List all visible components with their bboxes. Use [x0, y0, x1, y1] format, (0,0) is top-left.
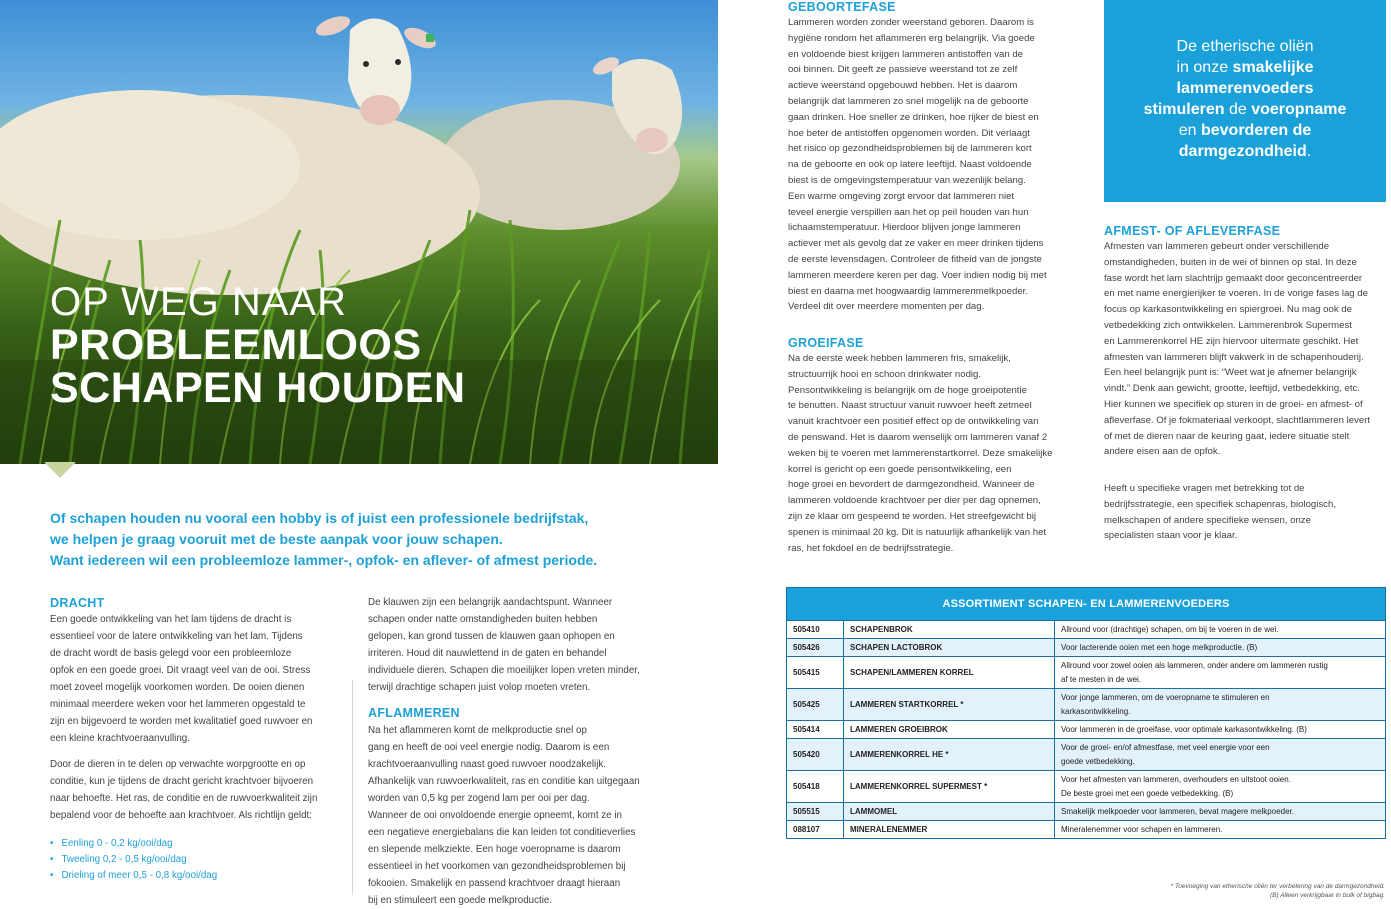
groeifase-paragraph: [788, 351, 1052, 556]
product-table: [786, 587, 1386, 839]
table-row: [787, 689, 1386, 721]
text-line: irriteren. Houd dit nauwlettend in de gaten en behandel: [368, 648, 607, 659]
text-line: en Lammerenkorrel HE zijn hiervoor uitermate geschikt. Het: [1104, 335, 1359, 347]
text-line: een negatieve energiebalans die kan leiden tot conditieverlies: [368, 827, 636, 838]
text-line: Na het aflammeren komt de melkproductie snel op: [368, 725, 587, 736]
product-description: [1055, 689, 1386, 721]
text-line: actiever met als gevolg dat ze vaker en meer drinken tijdens: [788, 238, 1044, 250]
quote-line: [1104, 141, 1386, 162]
quote-emphasis: bevorderen de: [1200, 122, 1312, 139]
text-line: gang en heeft de ooi veel energie nodig. Daarom is een: [368, 742, 610, 753]
text-line: Hier kunnen we specifiek op sturen in de groei- en afmest- of: [1104, 398, 1363, 410]
quote-fragment: .: [1306, 143, 1312, 160]
text-line: opfok en een goede groei. Dit vraagt veel van de ooi. Stress: [50, 665, 311, 676]
description-line: Voor de groei- en/of afmestfase, met veel energie voor een: [1061, 742, 1270, 752]
product-code: 088107: [787, 821, 844, 839]
text-line: en met name energierijker te voeren. In de vorige fases lag de: [1104, 288, 1368, 300]
product-name: LAMMEREN GROEIBROK: [844, 721, 1055, 739]
intro-line: Of schapen houden nu vooral een hobby is of juist een professionele bedrijfstak,: [50, 510, 589, 526]
hero-image: [0, 0, 718, 464]
product-description: [1055, 739, 1386, 771]
description-line: Voor jonge lammeren, om de voeropname te stimuleren en: [1061, 692, 1270, 702]
quote-emphasis: voeropname: [1251, 101, 1347, 118]
product-name: SCHAPENBROK: [844, 621, 1055, 639]
heading-geboortefase: GEBOORTEFASE: [788, 0, 896, 14]
text-line: de penswand. Het is daarom wenselijk om lammeren vanaf 2: [788, 431, 1048, 443]
text-line: lichaamstemperatuur. Hierdoor blijven jonge lammeren: [788, 222, 1021, 234]
list-item: • Eenling 0 - 0,2 kg/ooi/dag: [50, 836, 217, 852]
text-line: krachtvoeraanvulling naast goed ruwvoer noodzakelijk.: [368, 759, 606, 770]
text-line: structuurrijk hooi en schoon drinkwater nodig.: [788, 368, 982, 380]
product-code: 505515: [787, 803, 844, 821]
description-line: Voor lacterende ooien met een hoge melkproductie. (B): [1061, 642, 1258, 652]
table-row: [787, 739, 1386, 771]
quote-line: De etherische oliën: [1176, 38, 1314, 55]
text-line: na de geboorte en ook op latere leeftijd. Naast voldoende: [788, 159, 1032, 171]
text-line: lammeren voldoende krachtvoer per dier per dag opnemen,: [788, 495, 1041, 507]
text-line: weken bij te voeren met lammerenstartkorrel. Deze smakelijke: [788, 447, 1053, 459]
text-line: actieve weerstand opgebouwd hebben. Het is daarom: [788, 80, 1018, 92]
product-name: LAMMERENKORREL SUPERMEST *: [844, 771, 1055, 803]
heading-dracht: DRACHT: [50, 596, 105, 610]
footnote: * Toevoeging van etherische oliën ter verbetering van de darmgezondheid.: [1170, 883, 1385, 890]
text-line: ooi binnen. Dit geeft ze passieve weerstand tot ze zelf: [788, 64, 1018, 76]
dracht-paragraph-2: [50, 756, 317, 824]
product-code: 505410: [787, 621, 844, 639]
text-line: afleverfase. Of je fokmateriaal verkoopt, slachtlammeren levert: [1104, 414, 1371, 426]
product-code: 505418: [787, 771, 844, 803]
text-line: Afmesten van lammeren gebeurt onder verschillende: [1104, 241, 1330, 252]
text-line: teveel energie verspillen aan het op peil houden van hun: [788, 206, 1029, 218]
text-line: lammeren meerdere keren per dag. Voer indien nodig bij met: [788, 269, 1047, 281]
product-code: 505414: [787, 721, 844, 739]
description-line: Smakelijk melkpoeder voor lammeren, bevat magere melkpoeder.: [1061, 806, 1294, 816]
text-line: Wanneer de ooi onvoldoende energie opneemt, komt ze in: [368, 810, 622, 821]
table-row: [787, 621, 1386, 639]
text-line: Pensontwikkeling is belangrijk om de hoge groeipotentie: [788, 384, 1027, 396]
text-line: biest en daarna met hoogwaardig lammerenmelkpoeder.: [788, 285, 1028, 297]
text-line: ras, het fokdoel en de bedrijfsstrategie.: [788, 542, 954, 554]
quote-line: [1104, 99, 1386, 120]
product-name: LAMMERENKORREL HE *: [844, 739, 1055, 771]
quote-emphasis: smakelijke: [1232, 59, 1314, 76]
quote-line: [1104, 57, 1386, 78]
table-row: [787, 771, 1386, 803]
list-item: • Tweeling 0,2 - 0,5 kg/ooi/dag: [50, 852, 217, 868]
text-line: Lammeren worden zonder weerstand geboren. Daarom is: [788, 17, 1034, 28]
product-name: SCHAPEN/LAMMEREN KORREL: [844, 657, 1055, 689]
product-description: [1055, 821, 1386, 839]
afmest-paragraph-2: [1104, 481, 1336, 544]
heading-afmestfase: AFMEST- OF AFLEVERFASE: [1104, 224, 1281, 238]
product-table-grid: [786, 620, 1386, 839]
text-line: bij en stimuleert een goede melkproductie.: [368, 895, 553, 906]
text-line: en slepende melkziekte. Een hoge voeropname is daarom: [368, 844, 621, 855]
text-line: zijn en bijgevoerd te worden met kwalitatief goed ruwvoer en: [50, 716, 313, 727]
quote-fragment: en: [1178, 122, 1201, 139]
quote-fragment: in onze: [1176, 59, 1233, 76]
text-line: hygiëne rondom het aflammeren erg belangrijk. Via goede: [788, 32, 1035, 44]
description-line: Allround voor (drachtige) schapen, om bij te voeren in de wei.: [1061, 624, 1279, 634]
text-line: andere eisen aan de opfok.: [1104, 446, 1221, 458]
table-title: ASSORTIMENT SCHAPEN- EN LAMMERENVOEDERS: [786, 587, 1386, 620]
description-line: goede vetbedekking.: [1061, 756, 1135, 766]
product-code: 505420: [787, 739, 844, 771]
text-line: biest is de omgevingstemperatuur van wezenlijk belang.: [788, 174, 1026, 186]
text-line: vindt.” Denk aan gewicht, grootte, leeftijd, vetbedekking, etc.: [1104, 383, 1360, 395]
text-line: schapen onder natte omstandigheden buiten hebben: [368, 614, 598, 625]
product-name: LAMMOMEL: [844, 803, 1055, 821]
text-line: conditie, kun je tijdens de dracht gericht krachtvoer bijvoeren: [50, 776, 314, 787]
text-line: te benutten. Naast structuur vanuit ruwvoer heeft zetmeel: [788, 400, 1032, 412]
table-row: [787, 657, 1386, 689]
text-line: essentieel voor de latere ontwikkeling van het lam. Tijdens: [50, 631, 303, 642]
text-line: fase wordt het lam slachtrijp gemaakt door geconcentreerder: [1104, 272, 1363, 284]
text-line: terwijl drachtige schapen juist volop moeten vreten.: [368, 682, 591, 693]
quote-emphasis: stimuleren: [1143, 101, 1225, 118]
text-line: worden van 0,5 kg per zogend lam per ooi per dag.: [368, 793, 590, 804]
hero-title-line-1: OP WEG NAAR: [50, 280, 347, 324]
product-name: MINERALENEMMER: [844, 821, 1055, 839]
text-line: een kleine krachtvoeraanvulling.: [50, 733, 190, 744]
product-description: [1055, 621, 1386, 639]
intro-line: Want iedereen wil een probleemloze lammer-, opfok- en aflever- of afmest periode.: [50, 552, 598, 568]
text-line: afmesten van lammeren blijft vakwerk in de schapenhouderij.: [1104, 351, 1364, 363]
description-line: Allround voor zowel ooien als lammeren, onder andere om lammeren rustig: [1061, 660, 1328, 670]
highlight-quote-box: [1104, 0, 1386, 202]
text-line: Heeft u specifieke vragen met betrekking tot de: [1104, 483, 1305, 494]
text-line: essentieel in het voorkomen van gezondheidsproblemen bij: [368, 861, 626, 872]
quote-fragment: de: [1224, 101, 1252, 118]
heading-groeifase: GROEIFASE: [788, 336, 864, 350]
text-line: hoge groei en bevordert de darmgezondheid. Wanneer de: [788, 479, 1035, 491]
text-line: spenen is minimaal 20 kg. Dit is natuurlijk afhankelijk van het: [788, 526, 1047, 538]
hero-title-line-2: PROBLEEMLOOS: [50, 321, 422, 369]
quote-emphasis: lammerenvoeders: [1176, 80, 1314, 97]
aflammeren-paragraph: [368, 722, 640, 909]
text-line: focus op karkasontwikkeling en spiergroei. Nu mag ook de: [1104, 304, 1352, 316]
footnote: (B) Alleen verkrijgbaar in bulk of bigbag.: [1269, 892, 1385, 899]
text-line: bepalend voor de behoefte aan krachtvoer. Als richtlijn geldt:: [50, 810, 312, 821]
text-line: gaan drinken. Hoe sneller ze drinken, hoe rijker de biest en: [788, 111, 1039, 123]
text-line: Een warme omgeving zorgt ervoor dat lammeren niet: [788, 190, 1015, 202]
product-description: [1055, 721, 1386, 739]
intro-text: [50, 508, 690, 571]
table-row: [787, 803, 1386, 821]
product-description: [1055, 771, 1386, 803]
description-line: Mineralenemmer voor schapen en lammeren.: [1061, 824, 1223, 834]
klauwen-paragraph: [368, 594, 640, 696]
text-line: specialisten staan voor je klaar.: [1104, 530, 1238, 542]
text-line: belangrijk dat lammeren zo snel mogelijk na de geboorte: [788, 95, 1029, 107]
product-description: [1055, 639, 1386, 657]
text-line: individuele dieren. Schapen die moeilijker lopen vreten minder,: [368, 665, 640, 676]
product-code: 505415: [787, 657, 844, 689]
text-line: naar behoefte. Het ras, de conditie en de ruwvoerkwaliteit zijn: [50, 793, 318, 804]
dracht-paragraph-1: [50, 611, 312, 747]
text-line: zijn ze klaar om gespeend te worden. Het streefgewicht bij: [788, 510, 1036, 522]
text-line: Verdeel dit over meerdere momenten per dag.: [788, 301, 985, 313]
table-row: [787, 721, 1386, 739]
feed-guideline-list: [50, 836, 217, 884]
afmest-paragraph-1: [1104, 239, 1370, 460]
heading-aflammeren: AFLAMMEREN: [368, 706, 460, 720]
quote-line: [1104, 78, 1386, 99]
text-line: gelopen, kan grond tussen de klauwen gaan ophopen en: [368, 631, 615, 642]
hero-notch: [44, 462, 76, 478]
description-line: Voor lammeren in de groeifase, voor optimale karkasontwikkeling. (B): [1061, 724, 1307, 734]
text-line: moet zoveel mogelijk voorkomen worden. De ooien dienen: [50, 682, 305, 693]
product-description: [1055, 803, 1386, 821]
intro-line: we helpen je graag vooruit met de beste aanpak voor jouw schapen.: [50, 531, 503, 547]
text-line: Een goede ontwikkeling van het lam tijdens de dracht is: [50, 614, 292, 625]
product-name: SCHAPEN LACTOBROK: [844, 639, 1055, 657]
text-line: de dracht wordt de basis gelegd voor een probleemloze: [50, 648, 292, 659]
description-line: De beste groei met een goede vetbedekking. (B): [1061, 788, 1234, 798]
quote-line: [1104, 120, 1386, 141]
text-line: vetbedekking zich ontwikkelen. Lammerenbrok Supermest: [1104, 319, 1352, 331]
geboortefase-paragraph: [788, 15, 1047, 315]
text-line: De klauwen zijn een belangrijk aandachtspunt. Wanneer: [368, 597, 613, 608]
text-line: Door de dieren in te delen op verwachte worpgrootte en op: [50, 759, 306, 770]
description-line: karkasontwikkeling.: [1061, 706, 1131, 716]
table-row: [787, 821, 1386, 839]
text-line: Afhankelijk van ruwvoerkwaliteit, ras en conditie kan uitgegaan: [368, 776, 640, 787]
table-row: [787, 639, 1386, 657]
list-item: • Drieling of meer 0,5 - 0,8 kg/ooi/dag: [50, 868, 217, 884]
column-divider: [352, 680, 353, 895]
hero-title: [50, 280, 466, 410]
product-code: 505426: [787, 639, 844, 657]
product-code: 505425: [787, 689, 844, 721]
text-line: fokooien. Smakelijk en passend krachtvoer draagt hieraan: [368, 878, 621, 889]
hero-title-line-3: SCHAPEN HOUDEN: [50, 364, 466, 412]
product-description: [1055, 657, 1386, 689]
text-line: het risico op gezondheidsproblemen bij de lammeren kort: [788, 143, 1032, 155]
text-line: Een heel belangrijk punt is: “Weet wat je afnemer belangrijk: [1104, 367, 1357, 379]
description-line: af te mesten in de wei.: [1061, 674, 1142, 684]
text-line: melkschapen of andere specifieke wensen, onze: [1104, 514, 1311, 526]
quote-emphasis: darmgezondheid: [1178, 143, 1307, 160]
text-line: omstandigheden, buiten in de wei of binnen op stal. In deze: [1104, 256, 1357, 268]
text-line: bedrijfsstrategie, een specifiek schapenras, biologisch,: [1104, 498, 1336, 510]
text-line: minimaal meerdere weken voor het lammeren opgestald te: [50, 699, 306, 710]
text-line: de eerste levensdagen. Controleer de fitheid van de jongste: [788, 253, 1042, 265]
text-line: en voldoende biest krijgen lammeren antistoffen van de: [788, 48, 1024, 60]
text-line: of met de dieren naar de keuring gaat, iedere situatie stelt: [1104, 430, 1350, 442]
description-line: Voor het afmesten van lammeren, overhouders en uitstoot ooien.: [1061, 774, 1291, 784]
text-line: Na de eerste week hebben lammeren fris, smakelijk,: [788, 353, 1011, 364]
text-line: vanuit krachtvoer een positief effect op de ontwikkeling van: [788, 416, 1039, 428]
product-name: LAMMEREN STARTKORREL *: [844, 689, 1055, 721]
text-line: korrel is gericht op een goede pensontwikkeling, een: [788, 463, 1012, 475]
table-footnotes: [1171, 882, 1385, 900]
quote-text: [1104, 36, 1386, 162]
text-line: hoe beter de antistoffen opgenomen worden. Dit verlaagt: [788, 127, 1030, 139]
